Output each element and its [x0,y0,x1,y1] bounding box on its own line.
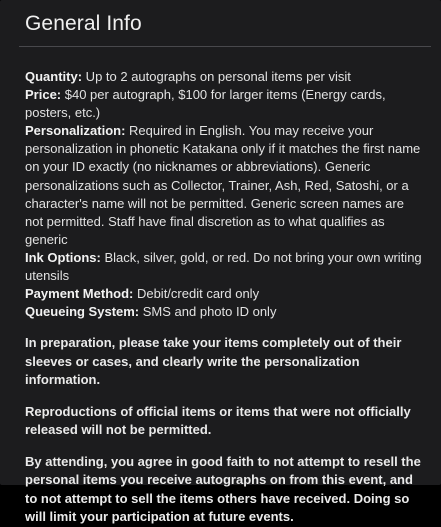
detail-value: Up to 2 autographs on personal items per visit [82,69,351,84]
detail-quantity [25,68,423,86]
detail-personalization [25,122,423,249]
notice-resale-policy: By attending, you agree in good faith to not attempt to resell the personal items you receive autographs on from this event, and to not attempt to sell the items others have received. Doing so will limit your participation at future events. [25,453,421,525]
detail-ink-options [25,249,423,285]
detail-payment-method [25,285,423,303]
detail-price [25,86,423,122]
detail-label: Payment Method: [25,286,134,302]
detail-label: Personalization: [25,123,126,139]
detail-value: Debit/credit card only [133,286,260,302]
notice-preparation: In preparation, please take your items completely out of their sleeves or cases, and clearly write the personalization information. [25,335,402,388]
detail-label: Price: [25,87,62,103]
detail-value: SMS and photo ID only [139,304,277,320]
detail-queueing-system [25,303,423,321]
detail-value: $40 per autograph, $100 for larger items (Energy cards, posters, etc.) [25,87,386,121]
details-list [25,68,423,321]
detail-value: Black, silver, gold, or red. Do not bring your own writing utensils [25,249,422,284]
detail-label: Queueing System: [25,304,140,320]
notice-reproductions: Reproductions of official items or items that were not officially released will not be permitted. [25,403,411,438]
detail-value: Required in English. You may receive your personalization in phonetic Katakana only if it matches the first name on your ID exactly (no nicknames or abbreviations). Generic personalizations such as Collector, Trainer, Ash, Red, Satoshi, or a character's name will not be permitted. Generic screen names are not permitted. Staff have final discretion as to what qualifies as generic [25,123,421,247]
section-title: General Info [25,12,142,35]
title-divider [19,46,431,47]
detail-label: Quantity: [25,69,83,84]
detail-label: Ink Options: [25,249,101,265]
